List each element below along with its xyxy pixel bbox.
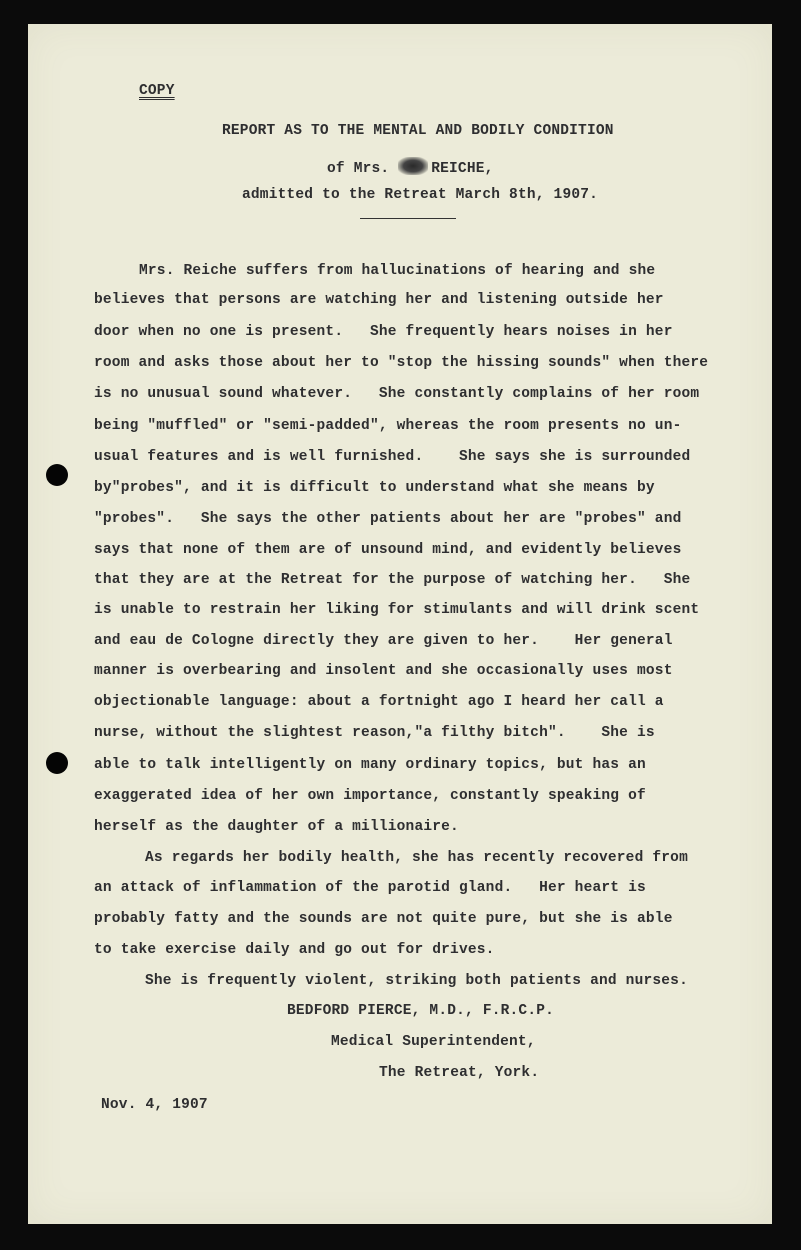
body-line: exaggerated idea of her own importance, constantly speaking of [94,788,646,804]
signature-role: Medical Superintendent, [331,1034,536,1050]
body-line: being "muffled" or "semi-padded", whereas the room presents no un- [94,418,682,434]
report-title: REPORT AS TO THE MENTAL AND BODILY CONDITION [222,123,614,139]
body-line: "probes". She says the other patients about her are "probes" and [94,511,682,527]
body-line: She is frequently violent, striking both patients and nurses. [145,973,688,989]
body-line: says that none of them are of unsound mind, and evidently believes [94,542,682,558]
body-line: manner is overbearing and insolent and she occasionally uses most [94,663,673,679]
body-line: an attack of inflammation of the parotid gland. Her heart is [94,880,646,896]
admission-line: admitted to the Retreat March 8th, 1907. [242,187,599,203]
ink-smudge [398,157,428,175]
body-line: is no unusual sound whatever. She constantly complains of her room [94,386,700,402]
body-line: herself as the daughter of a millionaire. [94,819,459,835]
body-line: probably fatty and the sounds are not quite pure, but she is able [94,911,673,927]
punch-hole-bottom [46,752,68,774]
body-line: by"probes", and it is difficult to understand what she means by [94,480,655,496]
title-divider [360,218,456,219]
body-line: usual features and is well furnished. She says she is surrounded [94,449,691,465]
signature-place: The Retreat, York. [379,1065,540,1081]
body-line: that they are at the Retreat for the purpose of watching her. She [94,572,691,588]
body-line: Mrs. Reiche suffers from hallucinations of hearing and she [139,263,656,279]
body-line: able to talk intelligently on many ordinary topics, but has an [94,757,646,773]
body-line: As regards her bodily health, she has recently recovered from [145,850,688,866]
body-line: is unable to restrain her liking for stimulants and will drink scent [94,602,700,618]
body-line: nurse, without the slightest reason,"a filthy bitch". She is [94,725,655,741]
body-line: and eau de Cologne directly they are given to her. Her general [94,633,673,649]
body-line: room and asks those about her to "stop the hissing sounds" when there [94,355,709,371]
body-line: objectionable language: about a fortnight ago I heard her call a [94,694,664,710]
subject-prefix: of Mrs. [327,161,390,177]
document-date: Nov. 4, 1907 [101,1097,208,1113]
body-line: door when no one is present. She frequently hears noises in her [94,324,673,340]
body-line: believes that persons are watching her and listening outside her [94,292,664,308]
subject-name: REICHE, [431,161,494,177]
signature-name: BEDFORD PIERCE, M.D., F.R.C.P. [287,1003,555,1019]
punch-hole-top [46,464,68,486]
report-subject [327,157,494,177]
copy-mark: COPY [139,83,175,99]
body-line: to take exercise daily and go out for drives. [94,942,495,958]
